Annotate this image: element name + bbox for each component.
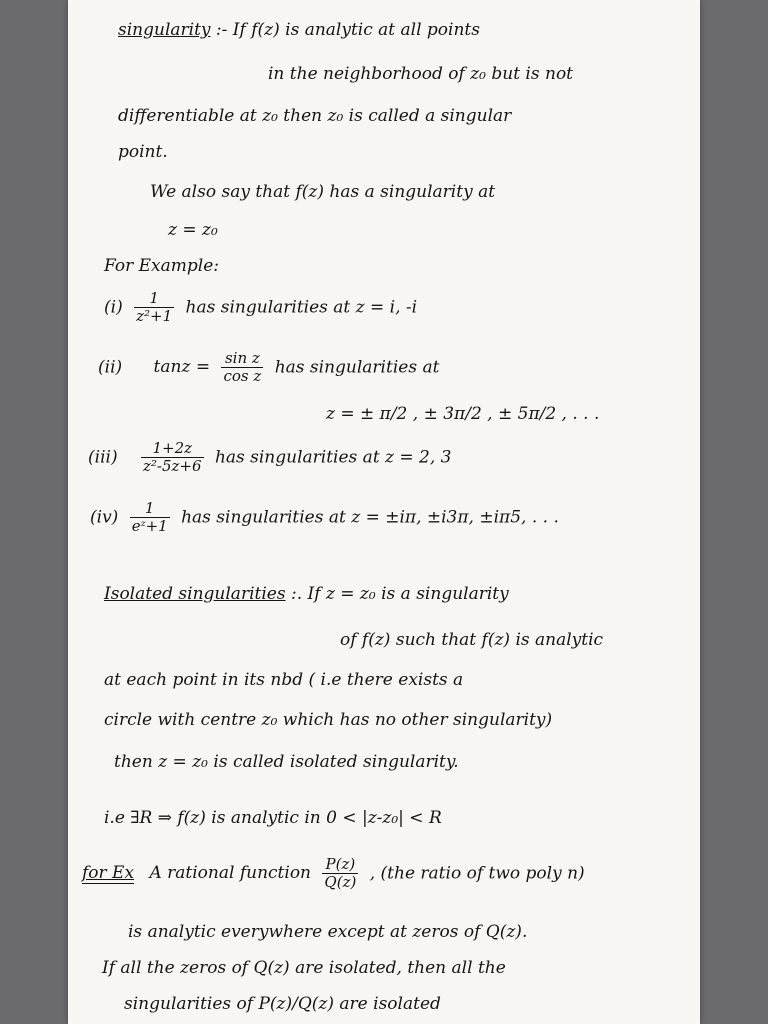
isolated-line-2: of f(z) such that f(z) is analytic	[340, 630, 604, 650]
example-1-text: has singularities at z = i, -i	[185, 297, 418, 318]
singularity-line-6: z = z₀	[168, 220, 218, 240]
isolated-line-3: at each point in its nbd ( i.e there exists a	[104, 670, 464, 690]
example-3-text: has singularities at z = 2, 3	[214, 447, 452, 468]
example-4-fraction	[130, 500, 170, 536]
example-2-lhs: tanz =	[153, 357, 211, 378]
example-4-text: has singularities at z = ±iπ, ±i3π, ±iπ5, . . .	[181, 507, 559, 528]
for-ex-text-1: A rational function	[149, 863, 312, 884]
singularity-line-1	[118, 20, 480, 40]
example-1-den: z²+1	[136, 307, 173, 326]
example-3-den: z²-5z+6	[142, 457, 202, 476]
example-3-num: 1+2z	[141, 440, 204, 458]
example-2-text: has singularities at	[274, 357, 440, 378]
for-ex-line-1	[82, 856, 585, 892]
isolated-def-1: :. If z = z₀ is a singularity	[290, 584, 509, 604]
example-2	[98, 350, 439, 386]
isolated-line-1	[104, 584, 509, 604]
examples-intro: For Example:	[104, 256, 219, 276]
example-1-num: 1	[134, 290, 174, 308]
example-3-fraction	[141, 440, 204, 476]
singularity-heading: singularity	[118, 20, 211, 40]
example-2-fraction	[221, 350, 263, 386]
example-3-label: (iii)	[88, 447, 118, 468]
isolated-line-4: circle with centre z₀ which has no other singularity)	[104, 710, 553, 730]
for-ex-fraction	[322, 856, 358, 892]
for-ex-num: P(z)	[322, 856, 358, 874]
example-4-den: eᶻ+1	[131, 517, 168, 536]
for-ex-line-4: singularities of P(z)/Q(z) are isolated	[124, 994, 441, 1014]
example-4-label: (iv)	[90, 507, 119, 528]
example-1	[104, 290, 417, 326]
singularity-line-4: point.	[118, 142, 168, 162]
example-2-num: sin z	[221, 350, 263, 368]
for-ex-line-3: If all the zeros of Q(z) are isolated, then all the	[102, 958, 506, 978]
example-4-num: 1	[130, 500, 170, 518]
for-ex-text-2: , (the ratio of two poly n)	[369, 863, 585, 884]
for-ex-line-2: is analytic everywhere except at zeros of Q(z).	[128, 922, 528, 942]
isolated-heading: Isolated singularities	[104, 584, 286, 604]
example-2-values: z = ± π/2 , ± 3π/2 , ± 5π/2 , . . .	[326, 404, 600, 424]
example-1-label: (i)	[104, 297, 123, 318]
isolated-line-6: i.e ∃R ⇒ f(z) is analytic in 0 < |z-z₀| < R	[104, 808, 442, 828]
singularity-line-5: We also say that f(z) has a singularity at	[150, 182, 496, 202]
singularity-line-3: differentiable at z₀ then z₀ is called a singular	[118, 106, 512, 126]
for-ex-den: Q(z)	[324, 873, 357, 892]
example-2-label: (ii)	[98, 357, 123, 378]
singularity-line-2: in the neighborhood of z₀ but is not	[268, 64, 574, 84]
example-3	[88, 440, 452, 476]
isolated-line-5: then z = z₀ is called isolated singularity.	[114, 752, 459, 772]
example-4	[90, 500, 559, 536]
example-1-fraction	[134, 290, 174, 326]
for-ex-label: for Ex	[82, 863, 135, 884]
singularity-def-1: :- If f(z) is analytic at all points	[215, 20, 480, 40]
notebook-page	[68, 0, 700, 1024]
example-2-den: cos z	[223, 367, 262, 386]
